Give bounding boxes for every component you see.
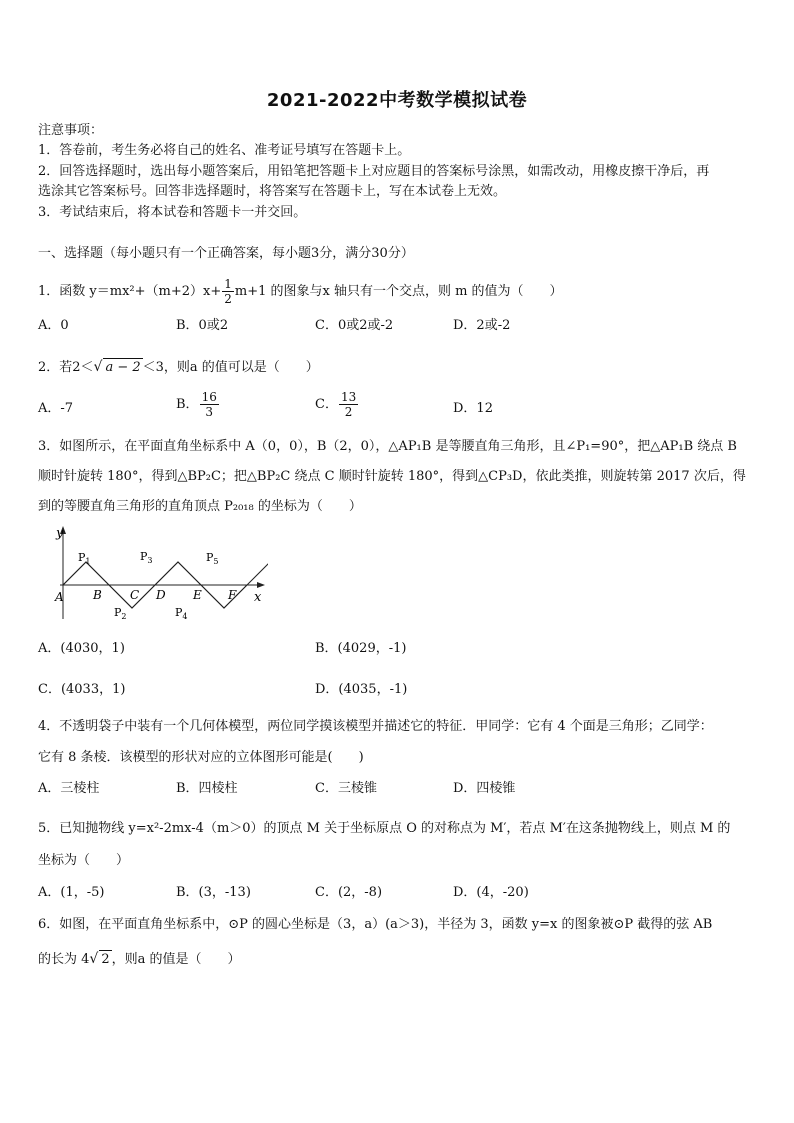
- q4-option-b[interactable]: B．四棱柱: [176, 781, 238, 796]
- sqrt-icon: √: [89, 951, 99, 967]
- q2-option-d[interactable]: D．12: [453, 401, 493, 416]
- q3-option-a[interactable]: A．(4030，1): [38, 641, 125, 656]
- question-5-line-1: 5．已知抛物线 y=x²-2mx-4（m＞0）的顶点 M 关于坐标原点 O 的对称点为 M′，若点 M′在这条抛物线上，则点 M 的: [38, 821, 731, 836]
- question-6-line-2: 的长为 4√ 2 ，则a 的值是（ ）: [38, 951, 241, 967]
- q3-option-d[interactable]: D．(4035，-1): [315, 682, 408, 697]
- q1-pre: 1．函数 y＝mx²+（m+2）x+: [38, 284, 222, 299]
- q5-option-a[interactable]: A．(1，-5): [38, 885, 105, 900]
- p3-label: $P_3$: [140, 550, 153, 565]
- notice-item-3: 3．考试结束后，将本试卷和答题卡一并交回。: [38, 205, 307, 220]
- p4-label: $P_4$: [175, 606, 188, 621]
- question-3-line-3: 到的等腰直角三角形的直角顶点 P₂₀₁₈ 的坐标为（ ）: [38, 499, 362, 514]
- sqrt-icon: √: [93, 359, 103, 375]
- q2-option-c[interactable]: C． $\frac{13}{2}$: [315, 390, 357, 419]
- q3-option-c[interactable]: C．(4033，1): [38, 682, 126, 697]
- q3-figure-svg: [38, 523, 268, 623]
- q5-option-b[interactable]: B．(3，-13): [176, 885, 251, 900]
- q6-radicand: 2: [101, 952, 110, 967]
- notice-item-2: 2．回答选择题时，选出每小题答案后，用铅笔把答题卡上对应题目的答案标号涂黑，如需改动，用橡皮擦干净后，再: [38, 164, 710, 179]
- q3-zigzag-figure: [38, 523, 268, 627]
- notice-item-2-cont: 选涂其它答案标号。回答非选择题时，将答案写在答题卡上，写在本试卷上无效。: [38, 184, 507, 199]
- q1-option-c[interactable]: C．0或2或-2: [315, 318, 394, 333]
- q1-option-a[interactable]: A．0: [38, 318, 69, 333]
- question-1-stem: [38, 277, 563, 306]
- notice-heading: 注意事项：: [38, 123, 104, 138]
- q1-post: m+1 的图象与x 轴只有一个交点，则 m 的值为（ ）: [234, 284, 563, 299]
- x-axis-arrow-icon: [257, 582, 265, 588]
- p2-label: $P_2$: [114, 606, 127, 621]
- q4-option-d[interactable]: D．四棱锥: [453, 781, 516, 796]
- p1-label: $P_1$: [78, 551, 91, 566]
- q1-option-d[interactable]: D．2或-2: [453, 318, 511, 333]
- question-3-line-2: 顺时针旋转 180°，得到△BP₂C；把△BP₂C 绕点 C 顺时针旋转 180°，得到△CP₃D，依此类推，则旋转第 2017 次后，得: [38, 469, 746, 484]
- point-label-e: E: [193, 588, 202, 602]
- question-4-line-2: 它有 8 条棱．该模型的形状对应的立体图形可能是( ): [38, 750, 364, 765]
- point-label-b: B: [93, 588, 102, 602]
- point-label-c: C: [130, 588, 140, 602]
- q4-option-a[interactable]: A．三棱柱: [38, 781, 100, 796]
- point-label-a: A: [55, 590, 64, 604]
- question-5-line-2: 坐标为（ ）: [38, 853, 130, 868]
- notice-item-1: 1．答卷前，考生务必将自己的姓名、准考证号填写在答题卡上。: [38, 143, 411, 158]
- question-4-line-1: 4．不透明袋子中装有一个几何体模型，两位同学摸该模型并描述它的特征．甲同学：它有 4 个面是三角形；乙同学：: [38, 719, 713, 734]
- point-label-f: F: [228, 588, 237, 602]
- q2-option-b[interactable]: B． $\frac{16}{3}$: [176, 390, 217, 419]
- q2-option-a[interactable]: A．-7: [38, 401, 74, 416]
- q1-option-b[interactable]: B．0或2: [176, 318, 229, 333]
- q3-option-b[interactable]: B．(4029，-1): [315, 641, 407, 656]
- question-3-line-1: 3．如图所示，在平面直角坐标系中 A（0，0），B（2，0），△AP₁B 是等腰直角三角形，且∠P₁=90°，把△AP₁B 绕点 B: [38, 439, 737, 454]
- y-axis-label: y: [56, 526, 64, 541]
- question-6-line-1: 6．如图，在平面直角坐标系中，⊙P 的圆心坐标是（3，a）(a＞3)，半径为 3，函数 y=x 的图象被⊙P 截得的弦 AB: [38, 917, 713, 932]
- point-label-d: D: [156, 588, 166, 602]
- section-heading: 一、选择题（每小题只有一个正确答案，每小题3分，满分30分）: [38, 246, 414, 261]
- page-title: 2021-2022中考数学模拟试卷: [266, 90, 528, 111]
- question-2-stem: 2．若2＜√ a − 2 ＜3，则a 的值可以是（ ）: [38, 359, 319, 375]
- q1-fraction: $\frac{1}{2}$: [224, 277, 232, 306]
- x-axis-label: x: [254, 590, 262, 605]
- p5-label: $P_5$: [206, 551, 219, 566]
- q2-radicand: a − 2: [105, 360, 141, 375]
- q4-option-c[interactable]: C．三棱锥: [315, 781, 377, 796]
- q5-option-c[interactable]: C．(2，-8): [315, 885, 383, 900]
- q5-option-d[interactable]: D．(4，-20): [453, 885, 529, 900]
